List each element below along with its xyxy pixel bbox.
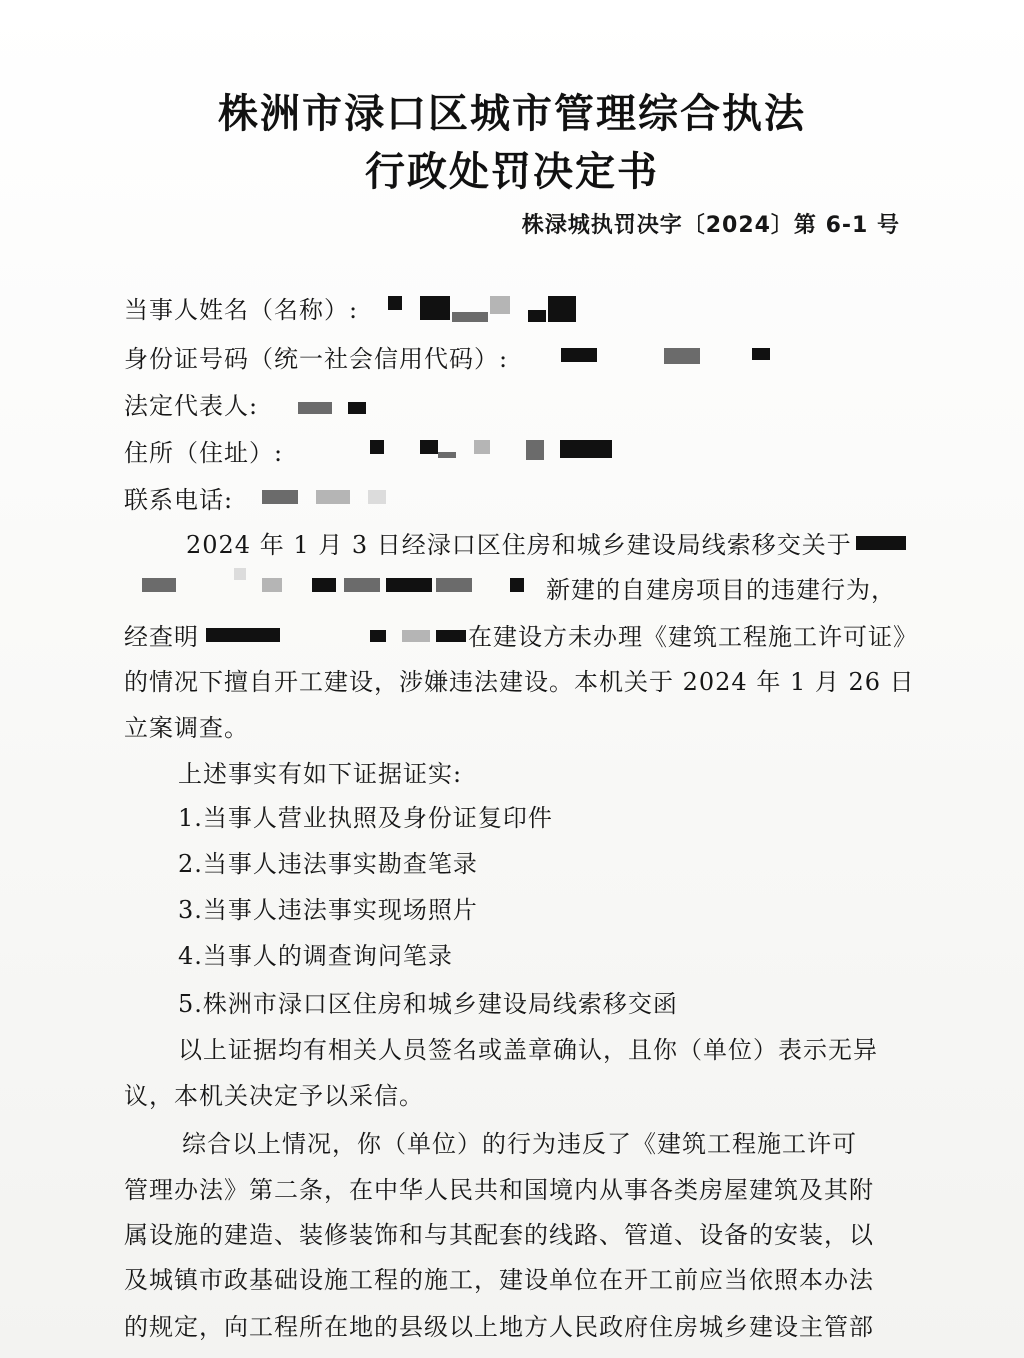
redaction-mark [528, 310, 546, 322]
phone-label: 联系电话: [124, 486, 234, 514]
redaction-mark [388, 296, 402, 310]
redaction-mark [561, 348, 597, 362]
paragraph-line: 管理办法》第二条，在中华人民共和国境内从事各类房屋建筑及其附 [124, 1176, 874, 1204]
redaction-mark [316, 490, 350, 504]
redaction-mark [526, 440, 544, 460]
redaction-mark [420, 296, 450, 320]
address-label: 住所（住址）: [124, 439, 284, 467]
redaction-mark [510, 578, 524, 592]
redaction-mark [348, 402, 366, 414]
redaction-mark [664, 348, 700, 364]
redaction-mark [386, 578, 432, 592]
document-title-line2: 行政处罚决定书 [365, 149, 659, 195]
id-number-label: 身份证号码（统一社会信用代码）: [124, 345, 509, 373]
redaction-mark [234, 568, 246, 580]
redaction-mark [298, 402, 332, 414]
paragraph-line: 属设施的建造、装修装饰和与其配套的线路、管道、设备的安装，以 [124, 1221, 874, 1249]
paragraph-line: 的规定，向工程所在地的县级以上地方人民政府住房城乡建设主管部 [124, 1313, 874, 1341]
redaction-mark [474, 440, 490, 454]
redaction-mark [370, 440, 384, 454]
redaction-mark [370, 630, 386, 642]
redaction-mark [436, 578, 472, 592]
redaction-mark [402, 630, 430, 642]
evidence-item: 5.株洲市渌口区住房和城乡建设局线索移交函 [178, 990, 678, 1018]
paragraph-line: 以上证据均有相关人员签名或盖章确认，且你（单位）表示无异 [178, 1036, 878, 1064]
evidence-item: 3.当事人违法事实现场照片 [178, 896, 478, 924]
document-number: 株渌城执罚决字〔2024〕第 6-1 号 [521, 213, 900, 238]
redaction-mark [206, 628, 280, 642]
evidence-item: 2.当事人违法事实勘查笔录 [178, 850, 478, 878]
document-title-line1: 株洲市渌口区城市管理综合执法 [218, 91, 806, 137]
evidence-item: 1.当事人营业执照及身份证复印件 [178, 804, 553, 832]
redaction-mark [312, 578, 336, 592]
redaction-mark [548, 296, 576, 322]
evidence-item: 4.当事人的调查询问笔录 [178, 942, 453, 970]
redaction-mark [560, 440, 612, 458]
paragraph-line: 经查明 [124, 623, 199, 651]
redaction-mark [438, 452, 456, 458]
paragraph-line: 及城镇市政基础设施工程的施工，建设单位在开工前应当依照本办法 [124, 1266, 874, 1294]
paragraph-line: 新建的自建房项目的违建行为， [546, 576, 896, 604]
party-name-label: 当事人姓名（名称）: [124, 296, 359, 324]
redaction-mark [344, 578, 380, 592]
redaction-mark [436, 630, 466, 642]
paragraph-line: 在建设方未办理《建筑工程施工许可证》 [468, 623, 918, 651]
redaction-mark [490, 296, 510, 314]
paragraph-line: 综合以上情况，你（单位）的行为违反了《建筑工程施工许可 [182, 1130, 857, 1158]
paragraph-line: 2024 年 1 月 3 日经渌口区住房和城乡建设局线索移交关于 [186, 531, 852, 559]
paragraph-line: 立案调查。 [124, 714, 249, 742]
redaction-mark [262, 578, 282, 592]
redaction-mark [752, 348, 770, 360]
legal-rep-label: 法定代表人: [124, 392, 259, 420]
evidence-intro: 上述事实有如下证据证实: [178, 760, 463, 788]
paragraph-line: 的情况下擅自开工建设，涉嫌违法建设。本机关于 2024 年 1 月 26 日 [124, 668, 915, 696]
redaction-mark [368, 490, 386, 504]
redaction-mark [856, 536, 906, 550]
redaction-mark [262, 490, 298, 504]
redaction-mark [142, 578, 176, 592]
redaction-mark [452, 312, 488, 322]
redaction-mark [420, 440, 438, 454]
paragraph-line: 议，本机关决定予以采信。 [124, 1082, 424, 1110]
